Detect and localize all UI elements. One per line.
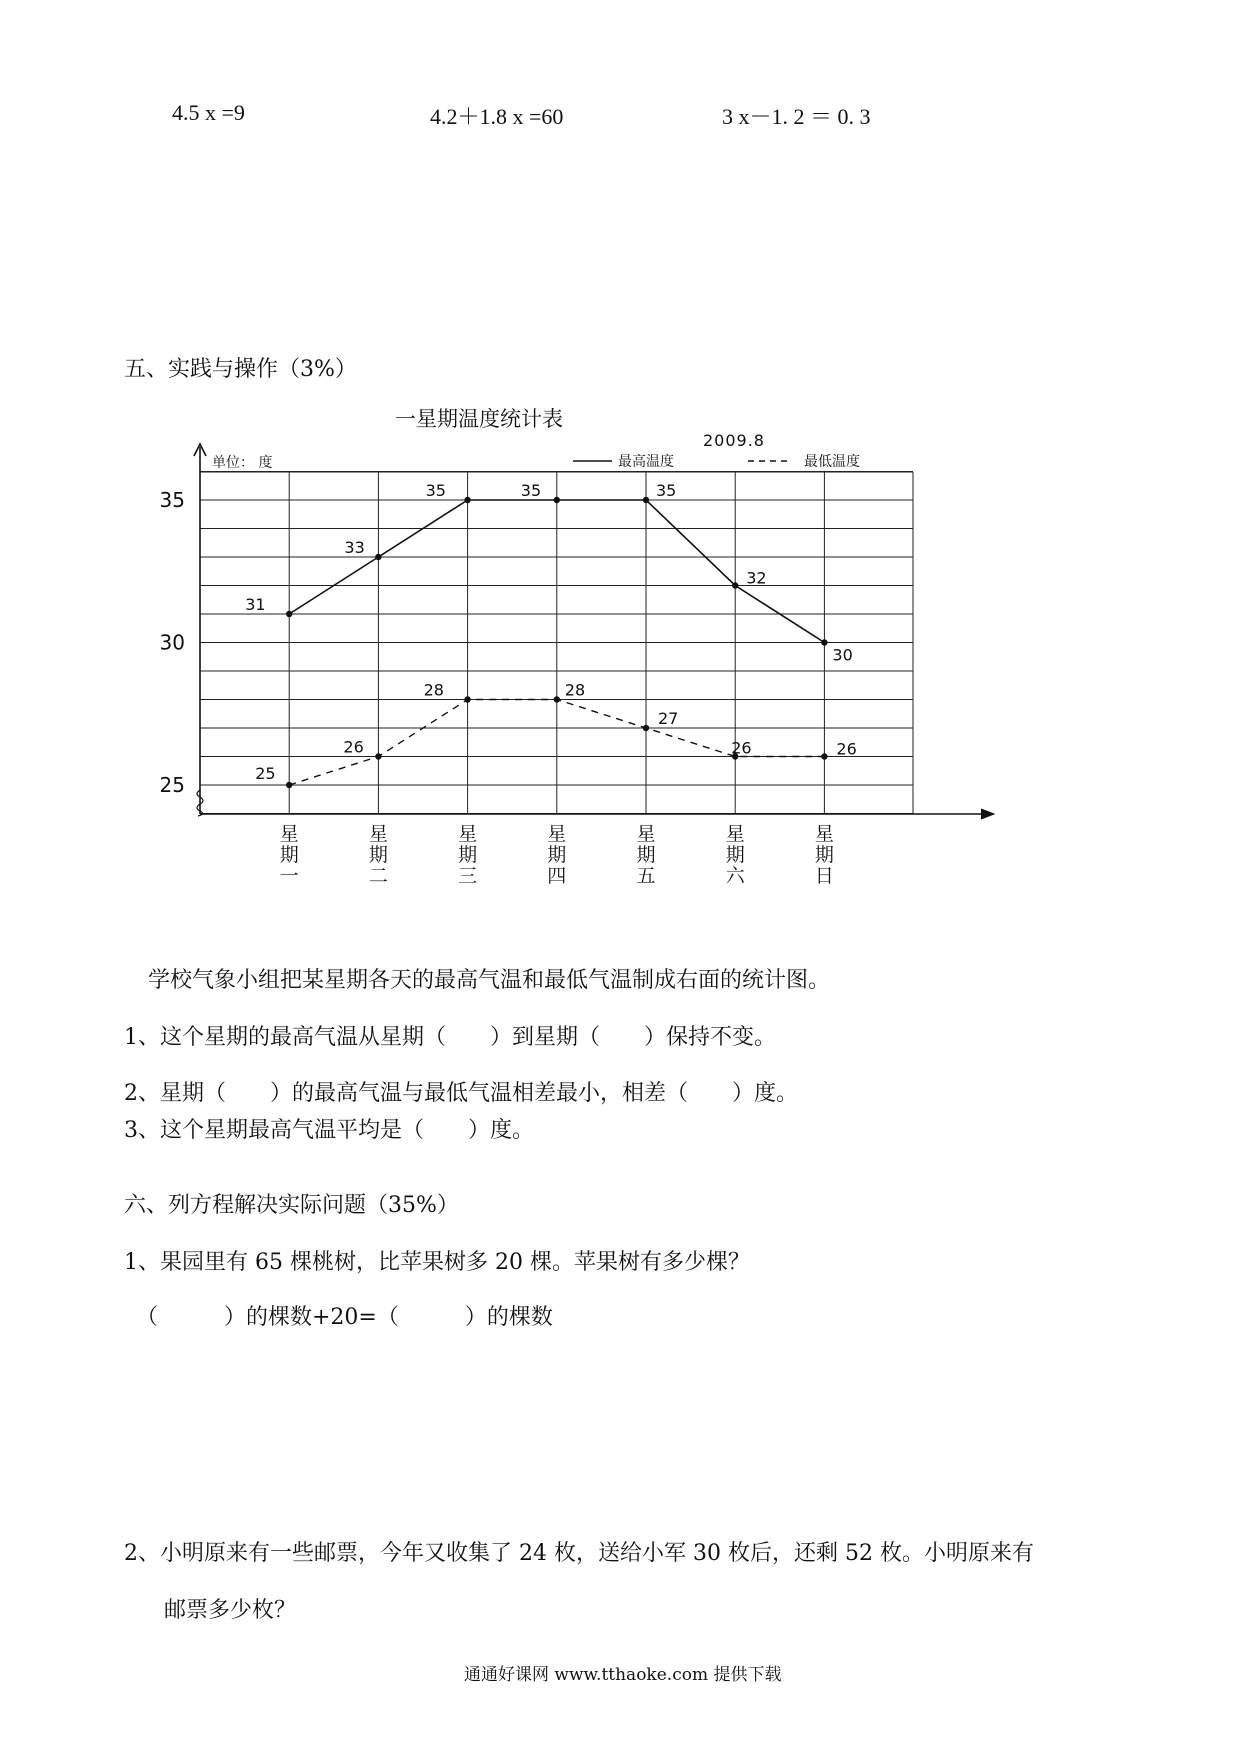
data-point-low bbox=[375, 753, 381, 759]
problem-2-line-2: 邮票多少枚？ bbox=[164, 1598, 297, 1623]
data-point-high bbox=[375, 554, 381, 560]
x-category-label: 星 bbox=[636, 823, 656, 845]
data-point-high bbox=[286, 611, 292, 617]
data-label-high: 35 bbox=[656, 481, 677, 500]
chart-title: 一星期温度统计表 bbox=[395, 407, 563, 431]
x-category-label: 星 bbox=[368, 823, 388, 845]
data-label-low: 28 bbox=[423, 680, 444, 700]
legend-dashed-label: 最低温度 bbox=[804, 454, 860, 470]
data-point-low bbox=[464, 696, 470, 702]
chart-unit: 单位： 度 bbox=[212, 455, 273, 471]
footer-credit: 通通好课网 www.tthaoke.com 提供下载 bbox=[464, 1665, 782, 1685]
x-category-label: 期 bbox=[814, 844, 834, 866]
x-category-label: 星 bbox=[814, 823, 834, 845]
chart-series bbox=[245, 481, 857, 788]
data-label-low: 25 bbox=[255, 764, 276, 783]
section6-title: 六、列方程解决实际问题（35%） bbox=[124, 1193, 459, 1218]
x-category-label: 期 bbox=[725, 844, 745, 866]
question-intro: 学校气象小组把某星期各天的最高气温和最低气温制成右面的统计图。 bbox=[148, 968, 831, 993]
data-label-low: 26 bbox=[836, 739, 857, 759]
x-category-label: 日 bbox=[814, 865, 834, 887]
data-point-low bbox=[554, 696, 560, 702]
x-category-label: 五 bbox=[636, 865, 656, 887]
x-category-label: 二 bbox=[368, 865, 388, 887]
data-label-low: 27 bbox=[658, 709, 679, 728]
x-axis-arrow bbox=[981, 809, 994, 819]
data-label-high: 33 bbox=[344, 538, 365, 557]
x-category-label: 期 bbox=[547, 844, 567, 866]
y-tick-label: 35 bbox=[159, 488, 185, 512]
question-1: 1、这个星期的最高气温从星期（ ）到星期（ ）保持不变。 bbox=[124, 1025, 776, 1050]
data-label-low: 26 bbox=[731, 738, 752, 758]
x-category-label: 星 bbox=[279, 823, 299, 845]
equation-1: 4.5 x =9 bbox=[172, 100, 245, 125]
data-label-low: 28 bbox=[564, 680, 586, 700]
data-label-high: 30 bbox=[832, 645, 853, 665]
y-tick-label: 30 bbox=[159, 630, 185, 655]
data-point-high bbox=[821, 639, 827, 645]
x-category-label: 星 bbox=[725, 823, 745, 845]
problem-2-line-1: 2、小明原来有一些邮票，今年又收集了 24 枚，送给小军 30 枚后，还剩 52 枚。小明原来有 bbox=[124, 1541, 1034, 1566]
x-category-label: 三 bbox=[458, 865, 478, 887]
data-point-high bbox=[554, 497, 560, 503]
x-category-label: 星 bbox=[458, 823, 478, 845]
problem-1-hint: （ ）的棵数+20=（ ）的棵数 bbox=[136, 1305, 553, 1330]
problem-1: 1、果园里有 65 棵桃树，比苹果树多 20 棵。苹果树有多少棵？ bbox=[124, 1250, 750, 1275]
question-2: 2、星期（ ）的最高气温与最低气温相差最小，相差（ ）度。 bbox=[124, 1081, 798, 1106]
x-category-label: 四 bbox=[547, 865, 567, 887]
equation-2: 4.2＋1.8 x =60 bbox=[430, 104, 564, 129]
x-category-label: 期 bbox=[636, 844, 656, 866]
x-category-label: 六 bbox=[725, 865, 745, 887]
equation-3: 3 x－1. 2 ＝ 0. 3 bbox=[722, 104, 871, 129]
section5-title: 五、实践与操作（3%） bbox=[124, 357, 357, 382]
data-label-high: 35 bbox=[425, 481, 446, 500]
data-point-low bbox=[821, 753, 827, 759]
chart-grid bbox=[200, 472, 913, 815]
y-tick-label: 25 bbox=[159, 773, 185, 797]
x-category-label: 期 bbox=[368, 844, 388, 866]
x-category-label: 星 bbox=[547, 823, 567, 845]
chart-text bbox=[160, 407, 860, 887]
data-point-high bbox=[464, 497, 470, 503]
legend-solid-label: 最高温度 bbox=[618, 454, 674, 470]
data-point-low bbox=[286, 782, 292, 788]
chart-date: 2009.8 bbox=[703, 431, 765, 450]
question-3: 3、这个星期最高气温平均是（ ）度。 bbox=[124, 1118, 534, 1143]
x-category-label: 期 bbox=[458, 844, 478, 866]
data-label-high: 31 bbox=[245, 595, 266, 614]
data-label-low: 26 bbox=[343, 737, 364, 757]
data-point-high bbox=[732, 582, 738, 588]
x-category-label: 期 bbox=[279, 844, 299, 866]
data-point-high bbox=[643, 497, 649, 503]
data-label-high: 32 bbox=[746, 568, 767, 588]
data-point-low bbox=[643, 725, 649, 731]
data-label-high: 35 bbox=[520, 481, 542, 500]
x-category-label: 一 bbox=[279, 865, 299, 887]
